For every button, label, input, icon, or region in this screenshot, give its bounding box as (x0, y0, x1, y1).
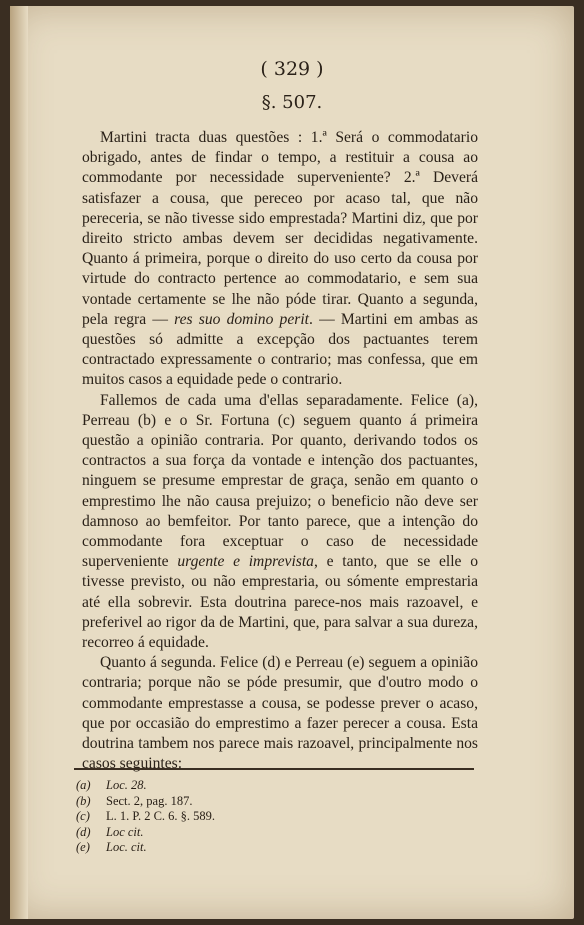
text-run: Fallemos de cada uma d'ellas separadamente. Felice (a), Perreau (b) e o Sr. Fortuna (c) seguem quanto á primeira questão a opinião contraria. Por quanto, derivando todos os contractos a sua força da vontade e intenção dos pactuantes, ninguem se presume emprestar de graça, senão em quanto o emprestimo lhe não causa prejuizo; o beneficio não deve ser damnoso ao bemfeitor. Por tanto parece, que a intenção do commodante fora exceptuar o caso de necessidade superveniente (82, 391, 478, 571)
footnote-text: Loc. cit. (106, 840, 147, 855)
text-run: Martini tracta duas questões : 1.ª Será o commodatario obrigado, antes de findar o tempo, a restituir a cousa ao commodante por necessidade superveniente? 2.ª Deverá satisfazer a cousa, que pereceo por acaso tal, que não pereceria, se não tivesse sido emprestada? Martini diz, que por direito stricto ambas devem ser decididas negativamente. Quanto á primeira, porque o direito do uso certo da cousa por virtude do contracto pertence ao commodatario, e sem sua vontade certamente se lhe não póde tirar. Quanto a segunda, pela regra — (82, 129, 478, 328)
page-number: ( 329 ) (260, 58, 324, 80)
footnotes (76, 778, 436, 856)
text-run: . — Martini em ambas as questões só admitte a excepção dos pactuantes terem contractado expressamente o contrario; mas confessa, que em muitos casos a equidade pede o contrario. (82, 310, 478, 389)
footnote-text: Loc cit. (106, 824, 144, 839)
text-run: Quanto á segunda. Felice (d) e Perreau (e) seguem a opinião contraria; porque não se póde presumir, que d'outro modo o commodante emprestasse a cousa, se podesse prever o acaso, que por occasião do emprestimo a fazer perecer a cousa. Esta doutrina tambem nos parece mais razoavel, principalmente nos casos seguintes: (82, 654, 478, 773)
footnote-mark: (a) (76, 778, 91, 792)
paragraph (82, 128, 478, 391)
italic-phrase: urgente e imprevista (177, 553, 314, 571)
book-page (10, 6, 574, 919)
footnote (76, 825, 436, 841)
footnote-rule (74, 768, 474, 770)
body-text (82, 128, 478, 775)
page-gutter-shadow (10, 6, 28, 919)
footnote (76, 840, 436, 856)
section-heading: §. 507. (261, 92, 323, 113)
italic-phrase: res suo domino perit (174, 310, 309, 328)
footnote-mark: (e) (76, 840, 90, 855)
footnote-mark: (c) (76, 809, 90, 824)
footnote-mark: (b) (76, 793, 91, 808)
footnote-text: Sect. 2, pag. 187. (106, 793, 193, 808)
footnote (76, 809, 436, 825)
footnote-mark: (d) (76, 824, 91, 839)
text-run: , e tanto, que se elle o tivesse previsto, ou não emprestaria, ou sómente emprestaria até ella sobrevir. Esta doutrina parece-nos mais razoavel, e preferivel ao rigor da de Martini, que, para salvar a sua dureza, recorreo á equidade. (82, 553, 478, 652)
footnote-text: Loc. 28. (106, 778, 147, 792)
footnote (76, 794, 436, 810)
paragraph (82, 653, 478, 774)
paragraph (82, 391, 478, 654)
footnote-text: L. 1. P. 2 C. 6. §. 589. (106, 809, 216, 824)
footnote (76, 778, 436, 794)
